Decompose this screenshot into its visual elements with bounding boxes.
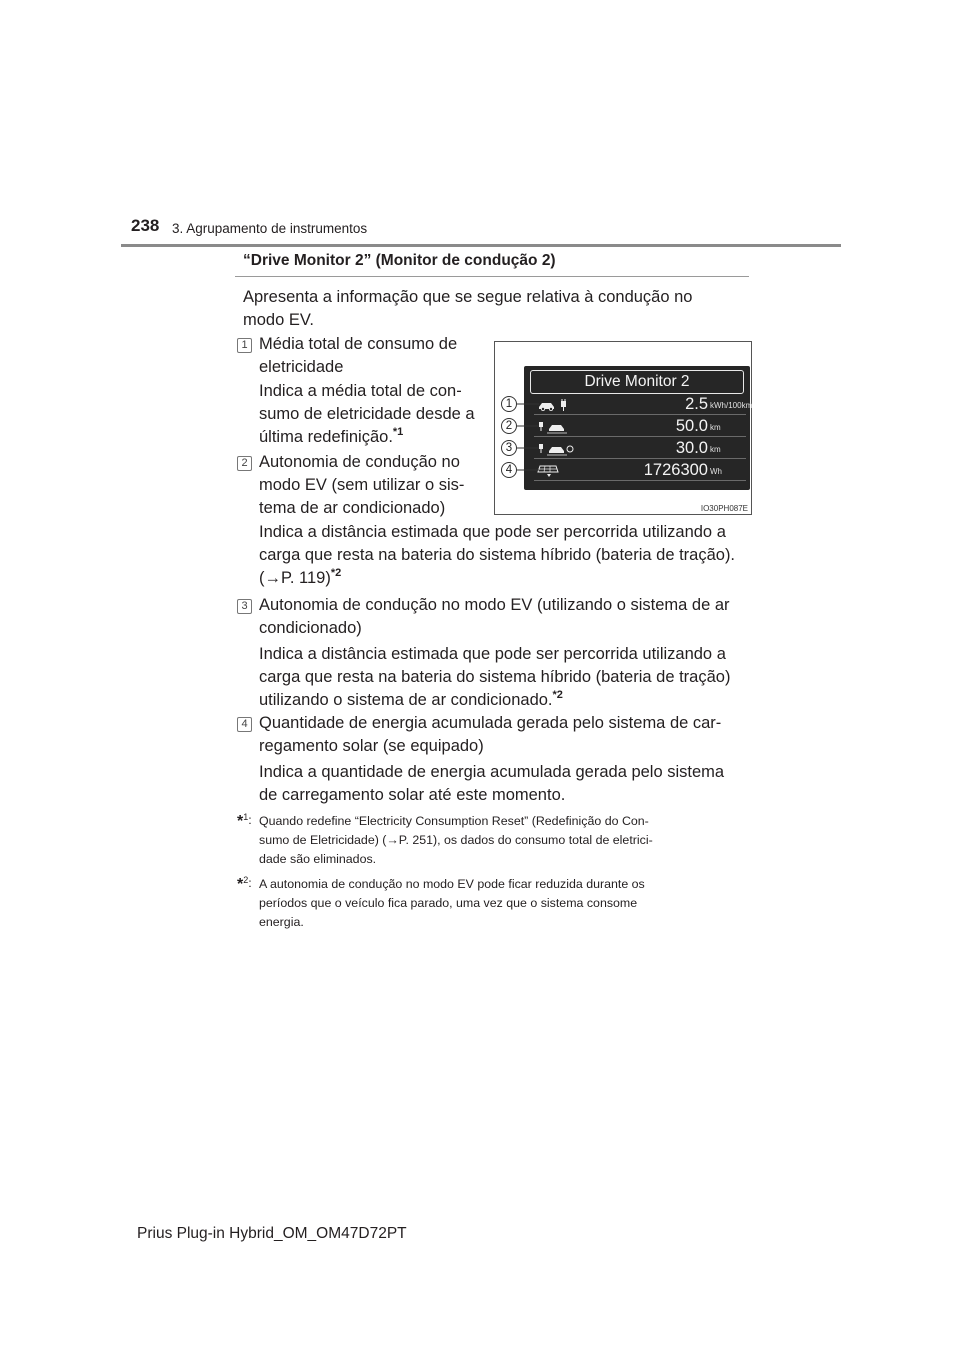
item-number-badge: 2 xyxy=(237,456,252,471)
footnote-number: 2 xyxy=(243,875,249,885)
item-2-description xyxy=(259,521,744,590)
footnote-ref: *1 xyxy=(392,426,404,438)
text-line: sumo de Eletricidade) (→P. 251), os dados do consumo total de eletrici- xyxy=(259,833,653,847)
subsection-divider xyxy=(235,276,749,277)
figure-code: IO30PH087E xyxy=(700,504,748,513)
item-number-badge: 3 xyxy=(237,599,252,614)
text-line: carga que resta na bateria do sistema híbrido (bateria de tração) xyxy=(259,668,731,686)
footnote-ref: *2 xyxy=(552,689,563,701)
callout-leaders xyxy=(495,342,751,514)
callout-4: 4 xyxy=(501,462,517,478)
section-title: 3. Agrupamento de instrumentos xyxy=(172,221,368,236)
text-line: tema de ar condicionado) xyxy=(259,499,446,517)
footnote-marker: *$^2$: xyxy=(237,875,252,893)
screen-title: Drive Monitor 2 xyxy=(530,370,744,394)
text-line: condicionado) xyxy=(259,619,362,637)
item-1-title xyxy=(259,333,477,379)
text-line: última redefinição. xyxy=(259,428,393,446)
text-line: (→P. 119) xyxy=(259,569,331,587)
text-line: A autonomia de condução no modo EV pode ficar reduzida durante os xyxy=(259,877,645,891)
text-line: Média total de consumo de xyxy=(259,335,458,353)
item-3-description xyxy=(259,643,744,712)
callout-3: 3 xyxy=(501,440,517,456)
text-line: energia. xyxy=(259,915,304,929)
text-line: carga que resta na bateria do sistema híbrido (bateria de tração). xyxy=(259,546,736,564)
text-line: Indica a distância estimada que pode ser percorrida utilizando a xyxy=(259,645,726,663)
ev-range-value: 50.0 xyxy=(675,417,708,435)
intro-line: Apresenta a informação que se segue relativa à condução no xyxy=(243,288,693,306)
callout-2: 2 xyxy=(501,418,517,434)
intro-line: modo EV. xyxy=(243,311,314,329)
footnote-1 xyxy=(259,812,744,869)
text-line: utilizando o sistema de ar condicionado. xyxy=(259,691,553,709)
header-divider xyxy=(121,244,841,247)
item-1-description xyxy=(259,380,477,449)
solar-energy-value: 1726300 xyxy=(643,461,708,479)
footnote-ref: *2 xyxy=(330,567,342,579)
footnote-marker: *$^1$: xyxy=(237,812,252,830)
text-line: Indica a média total de con- xyxy=(259,382,462,400)
item-2-title xyxy=(259,451,477,520)
text-line: dade são eliminados. xyxy=(259,852,377,866)
item-4-description xyxy=(259,761,744,807)
subsection-title: “Drive Monitor 2” (Monitor de condução 2) xyxy=(243,252,556,269)
drive-monitor-figure xyxy=(494,341,752,515)
text-line: sumo de eletricidade desde a xyxy=(259,405,475,423)
footnote-number: 1 xyxy=(243,812,249,822)
ev-range-ac-value: 30.0 xyxy=(675,439,708,457)
asterisk: * xyxy=(237,876,244,893)
text-line: períodos que o veículo fica parado, uma vez que o sistema consome xyxy=(259,896,638,910)
ev-range-ac-unit: km xyxy=(710,445,721,454)
text-line: modo EV (sem utilizar o sis- xyxy=(259,476,465,494)
text-line: Indica a quantidade de energia acumulada gerada pelo sistema xyxy=(259,763,725,781)
text-line: eletricidade xyxy=(259,358,344,376)
ev-range-unit: km xyxy=(710,423,721,432)
item-3-title xyxy=(259,594,744,640)
item-4-title xyxy=(259,712,744,758)
callout-1: 1 xyxy=(501,396,517,412)
asterisk: * xyxy=(237,813,244,830)
text-line: de carregamento solar até este momento. xyxy=(259,786,566,804)
text-line: Quando redefine “Electricity Consumption Reset” (Redefinição do Con- xyxy=(259,814,649,828)
consumption-value: 2.5 xyxy=(685,395,708,413)
intro-paragraph xyxy=(243,286,744,332)
document-id: Prius Plug-in Hybrid_OM_OM47D72PT xyxy=(137,1225,407,1242)
footnote-2 xyxy=(259,875,744,932)
page-number: 238 xyxy=(131,216,160,235)
text-line: regamento solar (se equipado) xyxy=(259,737,484,755)
consumption-unit: kWh/100km xyxy=(710,401,753,410)
item-number-badge: 4 xyxy=(237,717,252,732)
text-line: Autonomia de condução no modo EV (utilizando o sistema de ar xyxy=(259,596,730,614)
text-line: Indica a distância estimada que pode ser percorrida utilizando a xyxy=(259,523,726,541)
text-line: Quantidade de energia acumulada gerada pelo sistema de car- xyxy=(259,714,722,732)
text-line: Autonomia de condução no xyxy=(259,453,460,471)
solar-energy-unit: Wh xyxy=(710,467,722,476)
item-number-badge: 1 xyxy=(237,338,252,353)
